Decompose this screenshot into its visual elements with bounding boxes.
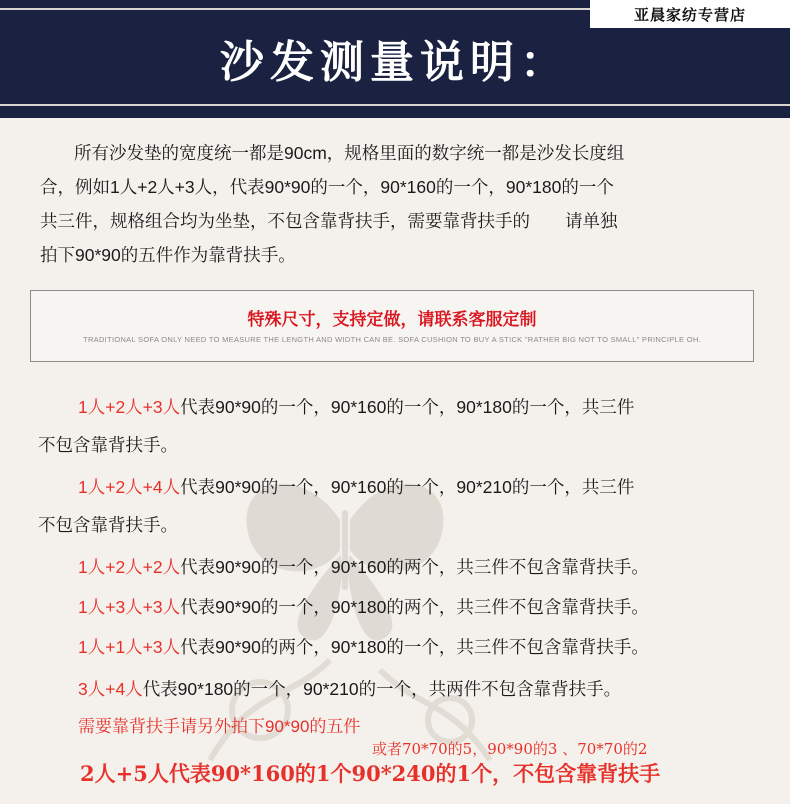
combo-row-continued: 不包含靠背扶手。 — [38, 435, 178, 455]
extra-combo-line: 2人+5人代表90*160的1个90*240的1个，不包含靠背扶手 — [80, 761, 661, 786]
header-divider-bottom — [0, 104, 790, 106]
notice-main-text: 特殊尺寸，支持定做，请联系客服定制 — [247, 310, 537, 329]
combo-row — [78, 594, 649, 619]
combo-desc: 代表90*90的两个，90*180的一个，共三件不包含靠背扶手。 — [180, 637, 649, 657]
combo-desc: 代表90*90的一个，90*180的两个，共三件不包含靠背扶手。 — [180, 597, 649, 617]
notice-sub-text: TRADITIONAL SOFA ONLY NEED TO MEASURE THE LENGTH AND WIDTH CAN BE. SOFA CUSHION TO BUY A STICK "RATHER BIG NOT TO SMALL" PRINCIPLE OH. — [83, 335, 701, 344]
intro-paragraph — [40, 136, 750, 272]
combo-code: 3人+4人 — [78, 679, 143, 699]
combo-desc: 代表90*180的一个，90*210的一个，共两件不包含靠背扶手。 — [142, 679, 622, 699]
intro-line: 共三件，规格组合均为坐垫，不包含靠背扶手，需要靠背扶手的 请单独 — [40, 211, 618, 231]
combo-code: 1人+2人+4人 — [78, 477, 181, 497]
custom-size-notice — [30, 290, 754, 362]
combo-row — [78, 394, 634, 419]
combo-desc: 代表90*90的一个，90*160的一个，90*180的一个，共三件 — [180, 397, 635, 417]
alternative-option: 或者70*70的5，90*90的3 、70*70的2 — [372, 740, 648, 758]
combo-code: 1人+3人+3人 — [78, 597, 181, 617]
combo-row — [78, 634, 649, 659]
intro-line: 拍下90*90的五件作为靠背扶手。 — [40, 245, 296, 265]
combo-code: 1人+1人+3人 — [78, 637, 181, 657]
combo-code: 1人+2人+3人 — [78, 397, 181, 417]
combo-desc: 代表90*90的一个，90*160的两个，共三件不包含靠背扶手。 — [180, 557, 649, 577]
combo-desc: 代表90*90的一个，90*160的一个，90*210的一个，共三件 — [180, 477, 635, 497]
backrest-note: 需要靠背扶手请另外拍下90*90的五件 — [78, 717, 361, 736]
combo-code: 1人+2人+2人 — [78, 557, 181, 577]
intro-line: 合，例如1人+2人+3人，代表90*90的一个，90*160的一个，90*180的一个 — [40, 177, 614, 197]
header-banner — [0, 0, 790, 118]
page-title: 沙发测量说明： — [220, 37, 570, 88]
combo-row-continued: 不包含靠背扶手。 — [38, 515, 178, 535]
combo-row — [78, 474, 634, 499]
shop-name-badge[interactable]: 亚晨家纺专营店 — [590, 0, 790, 28]
combo-row — [78, 554, 649, 579]
combo-row — [78, 676, 621, 701]
intro-line: 所有沙发垫的宽度统一都是90cm，规格里面的数字统一都是沙发长度组 — [74, 143, 625, 163]
